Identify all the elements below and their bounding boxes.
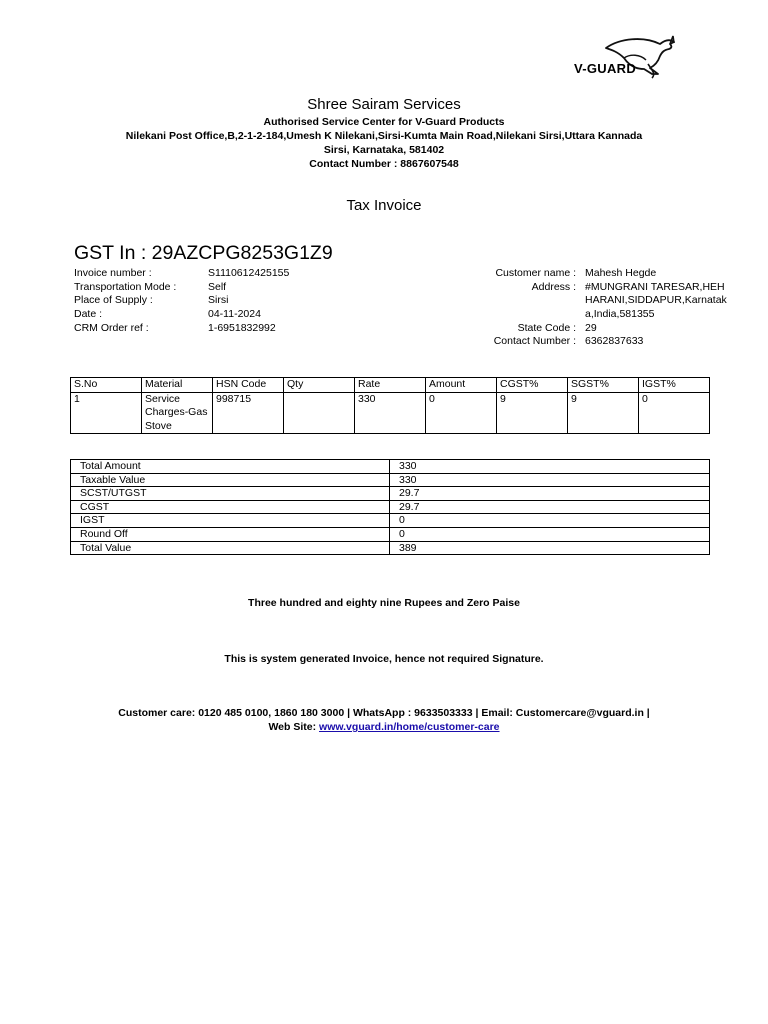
totals-row bbox=[71, 514, 710, 528]
customer-name-value: Mahesh Hegde bbox=[585, 267, 657, 279]
table-cell: 998715 bbox=[213, 392, 284, 434]
totals-row bbox=[71, 473, 710, 487]
column-header: Material bbox=[142, 378, 213, 393]
totals-row bbox=[71, 541, 710, 555]
invoice-number-row bbox=[74, 267, 289, 281]
table-cell: 9 bbox=[497, 392, 568, 434]
website-link[interactable]: www.vguard.in/home/customer-care bbox=[319, 721, 500, 733]
amount-in-words: Three hundred and eighty nine Rupees and Zero Paise bbox=[248, 597, 520, 609]
customer-name-label: Customer name : bbox=[495, 267, 576, 279]
v-guard-logo bbox=[572, 34, 682, 80]
totals-value: 330 bbox=[390, 473, 710, 487]
customer-care-info: Customer care: 0120 485 0100, 1860 180 3000 | WhatsApp : 9633503333 | Email: Customercare@vguard.in | bbox=[118, 707, 650, 719]
column-header: IGST% bbox=[639, 378, 710, 393]
column-header: HSN Code bbox=[213, 378, 284, 393]
totals-row bbox=[71, 500, 710, 514]
invoice-number-label: Invoice number : bbox=[74, 267, 152, 279]
column-header: CGST% bbox=[497, 378, 568, 393]
transport-mode-row bbox=[74, 281, 289, 295]
column-header: SGST% bbox=[568, 378, 639, 393]
crm-order-row bbox=[74, 322, 289, 336]
table-cell: Service Charges-Gas Stove bbox=[142, 392, 213, 434]
place-of-supply-value: Sirsi bbox=[208, 294, 229, 307]
totals-table bbox=[70, 459, 710, 555]
crm-order-value: 1-6951832992 bbox=[208, 321, 276, 334]
table-row bbox=[71, 392, 710, 434]
invoice-number-value: S1110612425155 bbox=[208, 267, 290, 279]
date-value: 04-11-2024 bbox=[208, 308, 261, 321]
totals-label: Total Value bbox=[71, 541, 390, 555]
customer-address-value: #MUNGRANI TARESAR,HEHHARANI,SIDDAPUR,Karnataka,India,581355 bbox=[585, 280, 727, 321]
document-title: Tax Invoice bbox=[346, 197, 422, 214]
totals-label: CGST bbox=[71, 500, 390, 514]
customer-contact-value: 6362837633 bbox=[585, 335, 644, 348]
place-of-supply-row bbox=[74, 294, 289, 308]
totals-label: Total Amount bbox=[71, 460, 390, 474]
column-header: Qty bbox=[284, 378, 355, 393]
table-cell bbox=[284, 392, 355, 434]
state-code-value: 29 bbox=[585, 321, 597, 334]
items-header-row bbox=[71, 378, 710, 393]
table-cell: 0 bbox=[426, 392, 497, 434]
totals-value: 330 bbox=[390, 460, 710, 474]
customer-contact-row bbox=[440, 335, 735, 349]
state-code-label: State Code : bbox=[517, 321, 576, 334]
company-subtitle: Authorised Service Center for V-Guard Products bbox=[263, 116, 505, 128]
website-line bbox=[0, 721, 768, 733]
column-header: S.No bbox=[71, 378, 142, 393]
items-table bbox=[70, 377, 710, 434]
date-row bbox=[74, 308, 289, 322]
totals-value: 29.7 bbox=[390, 500, 710, 514]
table-cell: 330 bbox=[355, 392, 426, 434]
totals-value: 29.7 bbox=[390, 487, 710, 501]
place-of-supply-label: Place of Supply : bbox=[74, 294, 153, 307]
website-label: Web Site: bbox=[268, 721, 317, 733]
totals-label: Round Off bbox=[71, 527, 390, 541]
totals-row bbox=[71, 527, 710, 541]
totals-label: IGST bbox=[71, 514, 390, 528]
column-header: Rate bbox=[355, 378, 426, 393]
company-address-line2: Sirsi, Karnataka, 581402 bbox=[323, 144, 445, 156]
company-address-line1: Nilekani Post Office,B,2-1-2-184,Umesh K Nilekani,Sirsi-Kumta Main Road,Nilekani Sirsi,Uttara Kannada bbox=[125, 130, 643, 142]
totals-label: SCST/UTGST bbox=[71, 487, 390, 501]
totals-value: 0 bbox=[390, 514, 710, 528]
table-cell: 1 bbox=[71, 392, 142, 434]
totals-row bbox=[71, 460, 710, 474]
crm-order-label: CRM Order ref : bbox=[74, 321, 149, 334]
transport-mode-label: Transportation Mode : bbox=[74, 280, 177, 293]
customer-info bbox=[440, 267, 735, 349]
totals-row bbox=[71, 487, 710, 501]
invoice-info bbox=[74, 267, 289, 335]
totals-label: Taxable Value bbox=[71, 473, 390, 487]
table-cell: 0 bbox=[639, 392, 710, 434]
logo-text: V-GUARD bbox=[574, 61, 637, 76]
transport-mode-value: Self bbox=[208, 280, 227, 293]
company-contact: Contact Number : 8867607548 bbox=[309, 158, 459, 170]
customer-address-label: Address : bbox=[531, 280, 576, 293]
customer-address-row bbox=[440, 281, 735, 322]
state-code-row bbox=[440, 322, 735, 336]
system-generated-note: This is system generated Invoice, hence not required Signature. bbox=[224, 653, 544, 665]
totals-value: 0 bbox=[390, 527, 710, 541]
customer-contact-label: Contact Number : bbox=[493, 335, 576, 348]
table-cell: 9 bbox=[568, 392, 639, 434]
company-name: Shree Sairam Services bbox=[307, 96, 461, 113]
date-label: Date : bbox=[74, 308, 103, 321]
customer-name-row bbox=[440, 267, 735, 281]
gst-number: GST In : 29AZCPG8253G1Z9 bbox=[74, 242, 333, 264]
column-header: Amount bbox=[426, 378, 497, 393]
totals-value: 389 bbox=[390, 541, 710, 555]
